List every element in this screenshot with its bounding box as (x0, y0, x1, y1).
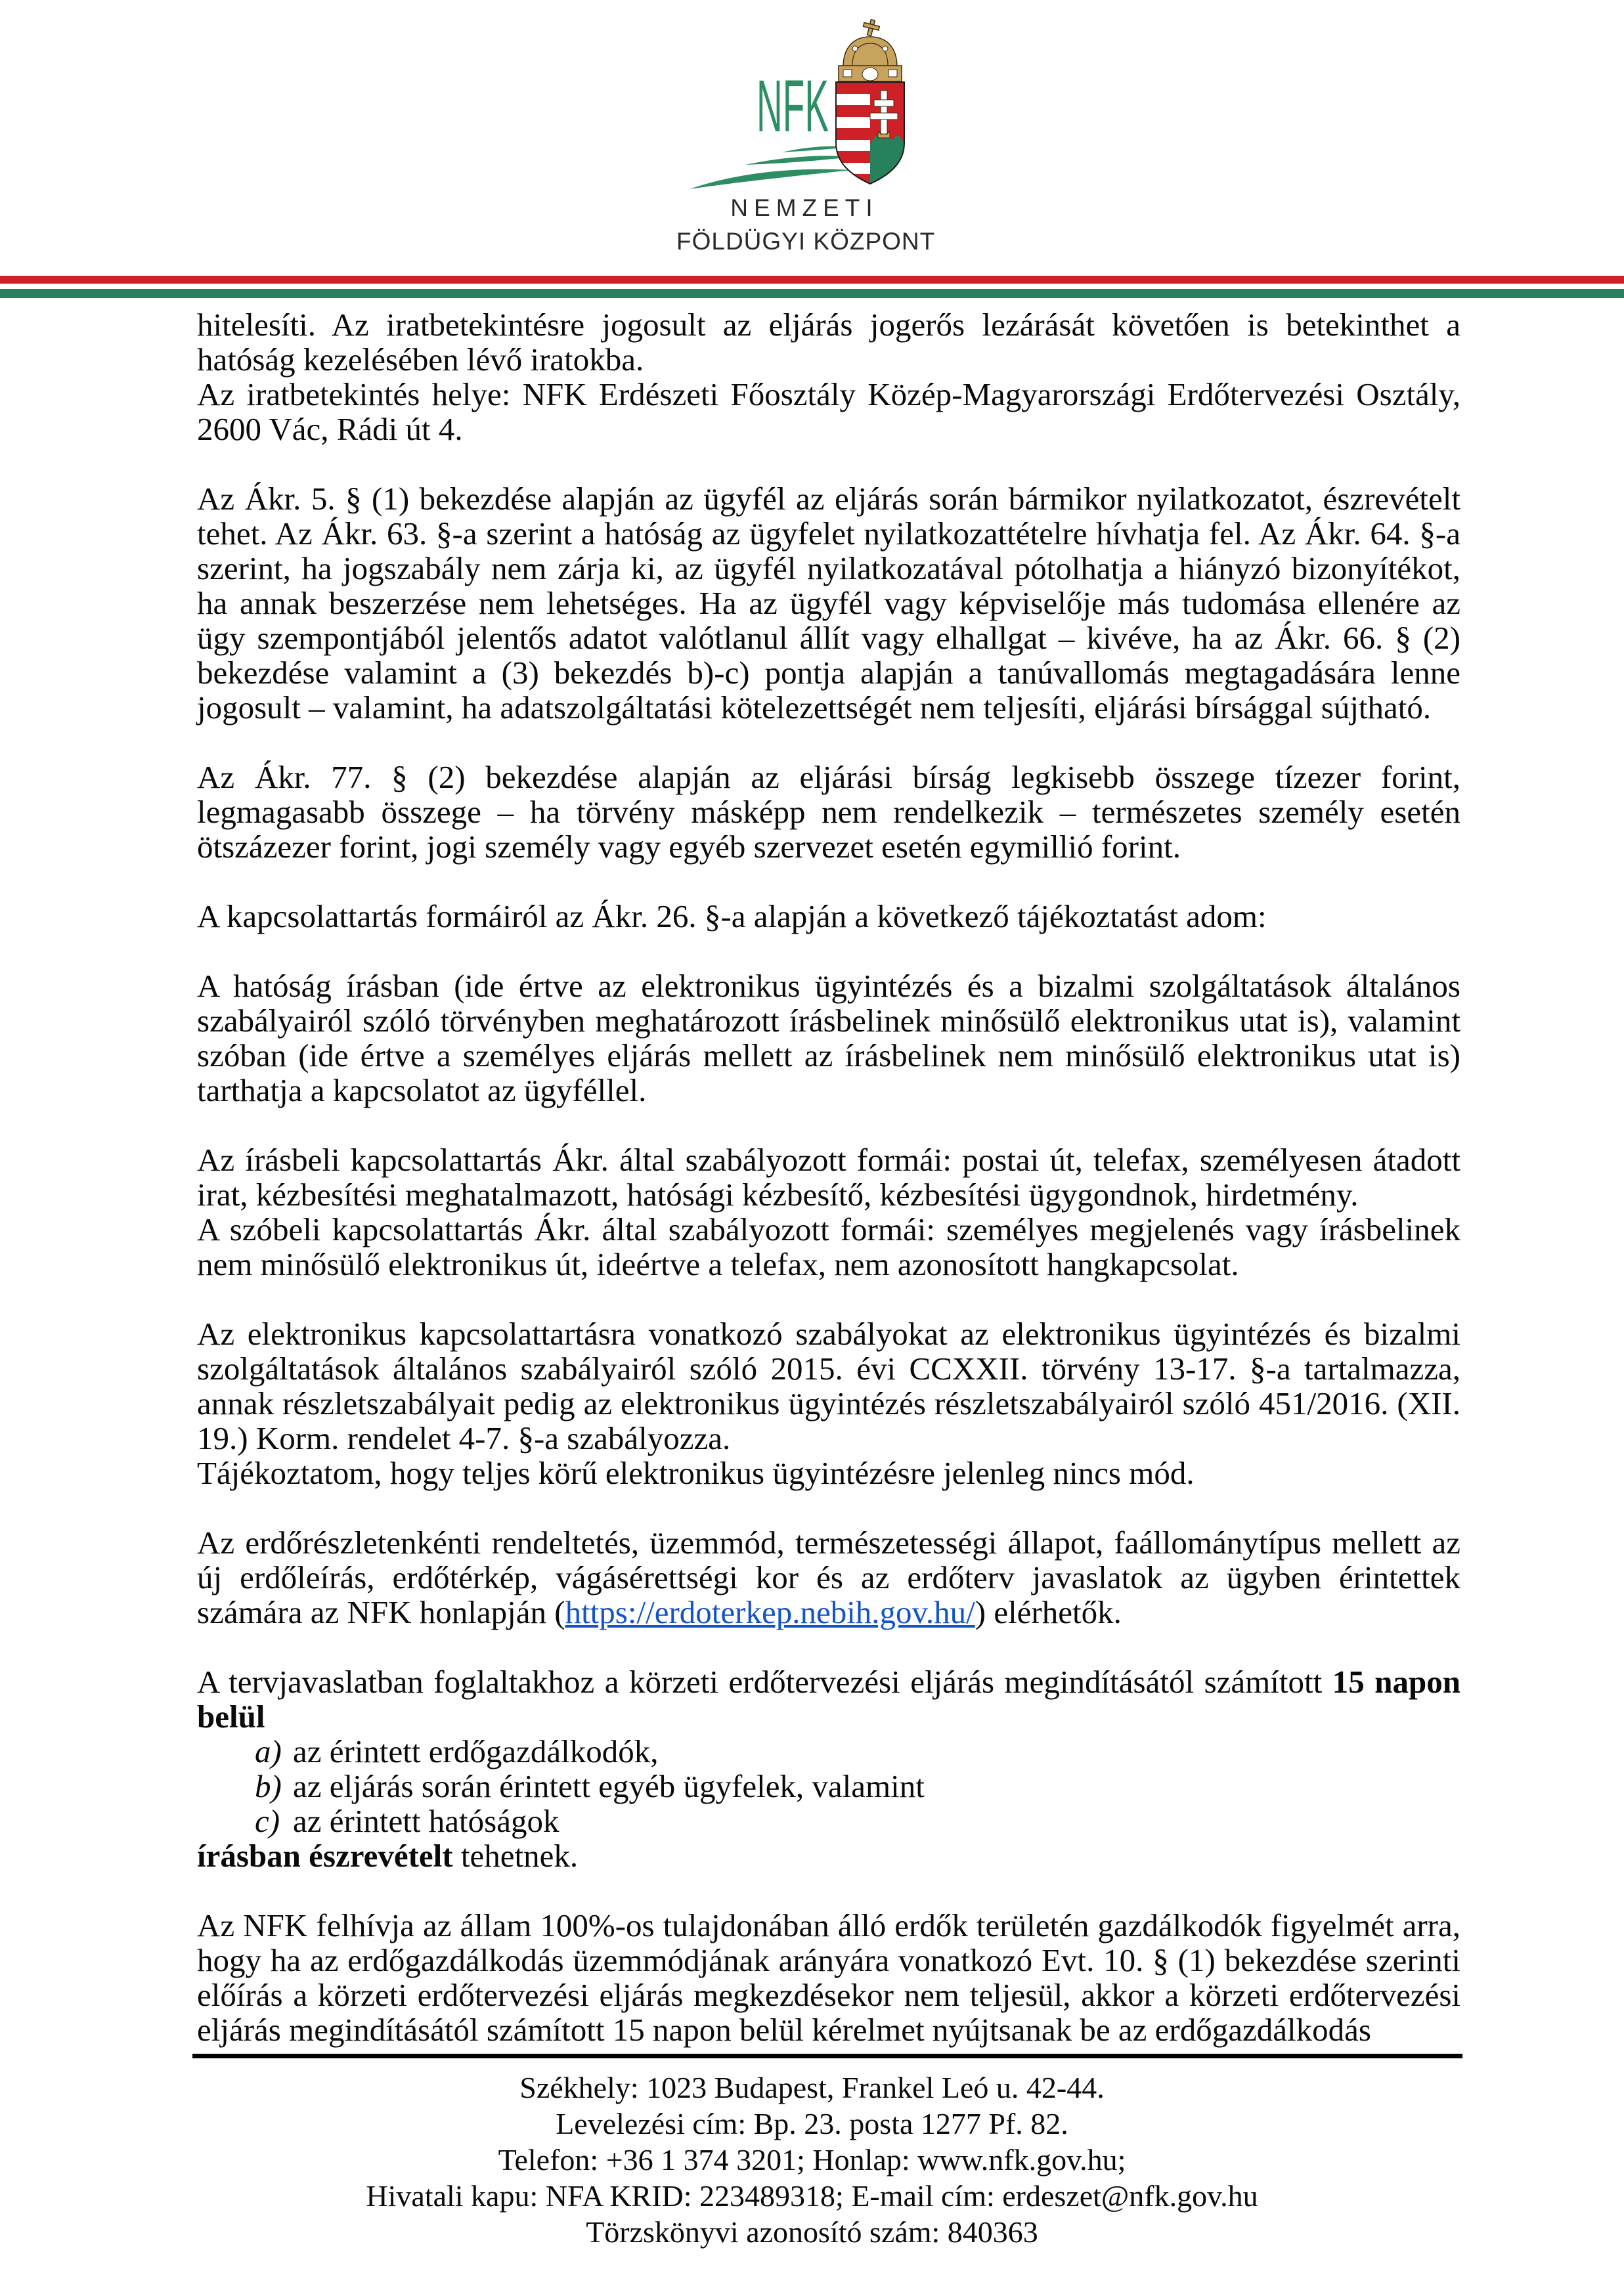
text-run: Tájékoztatom, hogy teljes körű elektronikus ügyintézésre jelenleg nincs mód. (197, 1455, 1195, 1491)
footer-divider (192, 2054, 1462, 2058)
hungary-coat-of-arms (836, 18, 904, 186)
org-name-line1: NEMZETI (730, 194, 879, 221)
list-marker: a) (255, 1733, 282, 1769)
paragraph (197, 899, 1460, 934)
hyperlink[interactable]: https://erdoterkep.nebih.gov.hu/ (565, 1594, 975, 1630)
paragraph (197, 1908, 1460, 2047)
list-marker: b) (255, 1768, 282, 1804)
text-run: A kapcsolattartás formáiról az Ákr. 26. §-a alapján a következő tájékoztatást adom: (197, 898, 1267, 934)
paragraph (197, 1142, 1460, 1212)
list-item-text: az érintett erdőgazdálkodók, (293, 1733, 659, 1769)
text-run: Az Ákr. 5. § (1) bekezdése alapján az ügyfél az eljárás során bármikor nyilatkozatot, észrevételt tehet. Az Ákr. 63. §-a szerint a hatóság az ügyfelet nyilatkozattételre hívhatja fel. Az Ákr. 64. §-a szerint, ha jogszabály nem zárja ki, az ügyfél nyilatkozatával pótolhatja a hiányzó bizonyítékot, ha annak beszerzése nem lehetséges. Ha az ügyfél vagy képviselője más tudomása ellenére az ügy szempontjából jelentős adatot valótlanul állít vagy elhallgat – kivéve, ha az Ákr. 66. § (2) bekezdése valamint a (3) bekezdés b)-c) pontja alapján a tanúvallomás megtagadására lenne jogosult – valamint, ha adatszolgáltatási kötelezettségét nem teljesíti, eljárási bírsággal sújtható. (197, 481, 1460, 726)
text-run: Az elektronikus kapcsolattartásra vonatkozó szabályokat az elektronikus ügyintézés és bizalmi szolgáltatások általános szabályairól szóló 2015. évi CCXXII. törvény 13-17. §-a tartalmazza, annak részletszabályait pedig az elektronikus ügyintézés részletszabályairól szóló 451/2016. (XII. 19.) Korm. rendelet 4-7. §-a szabályozza. (197, 1316, 1460, 1456)
text-run: hitelesíti. Az iratbetekintésre jogosult az eljárás jogerős lezárását követően is betekinthet a hatóság kezelésében lévő iratokba. (197, 307, 1460, 378)
footer-line-address: Székhely: 1023 Budapest, Frankel Leó u. 42-44. (519, 2071, 1105, 2104)
text-run: Az írásbeli kapcsolattartás Ákr. által szabályozott formái: postai út, telefax, személyesen átadott irat, kézbesítési meghatalmazott, hatósági kézbesítő, kézbesítési ügygondnok, hirdetmény. (197, 1142, 1460, 1213)
list-item-text: az eljárás során érintett egyéb ügyfelek, valamint (293, 1768, 925, 1804)
list-item (255, 1734, 1460, 1769)
paragraph (197, 481, 1460, 725)
footer-line-krid-email: Hivatali kapu: NFA KRID: 223489318; E-mail cím: erdeszet@nfk.gov.hu (366, 2179, 1258, 2213)
text-run: Az Ákr. 77. § (2) bekezdése alapján az eljárási bírság legkisebb összege tízezer forint, legmagasabb összege – ha törvény másképp nem rendelkezik – természetes személy esetén ötszázezer forint, jogi személy vagy egyéb szervezet esetén egymillió forint. (197, 759, 1460, 865)
text-run: Az NFK felhívja az állam 100%-os tulajdonában álló erdők területén gazdálkodók figyelmét arra, hogy ha az erdőgazdálkodás üzemmódjának arányára vonatkozó Evt. 10. § (1) bekezdése szerinti előírás a körzeti erdőtervezési eljárás megkezdésekor nem teljesül, akkor a körzeti erdőtervezési eljárás megindításától számított 15 napon belül kérelmet nyújtsanak be az erdőgazdálkodás (197, 1907, 1460, 2048)
text-run: tehetnek. (452, 1838, 579, 1874)
text-run: ) elérhetők. (975, 1594, 1122, 1630)
document-body (197, 307, 1460, 2047)
paragraph (197, 1212, 1460, 1282)
text-run: Az iratbetekintés helye: NFK Erdészeti Főosztály Közép-Magyarországi Erdőtervezési Osztály, 2600 Vác, Rádi út 4. (197, 376, 1460, 447)
footer-line-phone-web: Telefon: +36 1 374 3201; Honlap: www.nfk.gov.hu; (498, 2143, 1126, 2177)
header-logo (676, 18, 936, 255)
list-marker: c) (255, 1803, 280, 1839)
nfk-acronym: NFK (757, 65, 829, 147)
paragraph (197, 1664, 1460, 1734)
paragraph (197, 377, 1460, 446)
tricolor-green-bar (0, 289, 1624, 298)
list-item (255, 1804, 1460, 1838)
paragraph (197, 1456, 1460, 1490)
list-item-text: az érintett hatóságok (293, 1803, 560, 1839)
paragraph (197, 1838, 1460, 1873)
text-run: A szóbeli kapcsolattartás Ákr. által szabályozott formái: személyes megjelenés vagy írásbelinek nem minősülő elektronikus út, ideértve a telefax, nem azonosított hangkapcsolat. (197, 1211, 1460, 1282)
text-run: A hatóság írásban (ide értve az elektronikus ügyintézés és a bizalmi szolgáltatások általános szabályairól szóló törvényben meghatározott írásbelinek minősülő elektronikus utat is), valamint szóban (ide értve a személyes eljárás mellett az írásbelinek nem minősülő elektronikus utat is) tarthatja a kapcsolatot az ügyféllel. (197, 968, 1460, 1108)
text-run: Az erdőrészletenkénti rendeltetés, üzemmód, természetességi állapot, faállománytípus mellett az új erdőleírás, erdőtérkép, vágásérettségi kor és az erdőterv javaslatok az ügyben érintettek számára az NFK honlapján ( (197, 1525, 1460, 1630)
text-run: A tervjavaslatban foglaltakhoz a körzeti erdőtervezési eljárás megindításától számított (197, 1664, 1332, 1700)
paragraph (197, 968, 1460, 1108)
nfk-logo-graphic (683, 18, 926, 190)
bold-text: 15 napon belül (197, 1664, 1460, 1735)
bold-text: írásban észrevételt (197, 1838, 453, 1874)
tricolor-red-bar (0, 276, 1624, 284)
paragraph (197, 760, 1460, 864)
org-name-line2: FÖLDÜGYI KÖZPONT (676, 228, 936, 255)
footer-line-registry: Törzskönyvi azonosító szám: 840363 (586, 2215, 1038, 2249)
paragraph (197, 1525, 1460, 1630)
footer (0, 2069, 1624, 2250)
logo-swoosh (690, 146, 852, 189)
list-item (255, 1769, 1460, 1804)
paragraph (197, 307, 1460, 377)
paragraph (197, 1316, 1460, 1456)
footer-line-mailing: Levelezési cím: Bp. 23. posta 1277 Pf. 82. (556, 2107, 1068, 2140)
